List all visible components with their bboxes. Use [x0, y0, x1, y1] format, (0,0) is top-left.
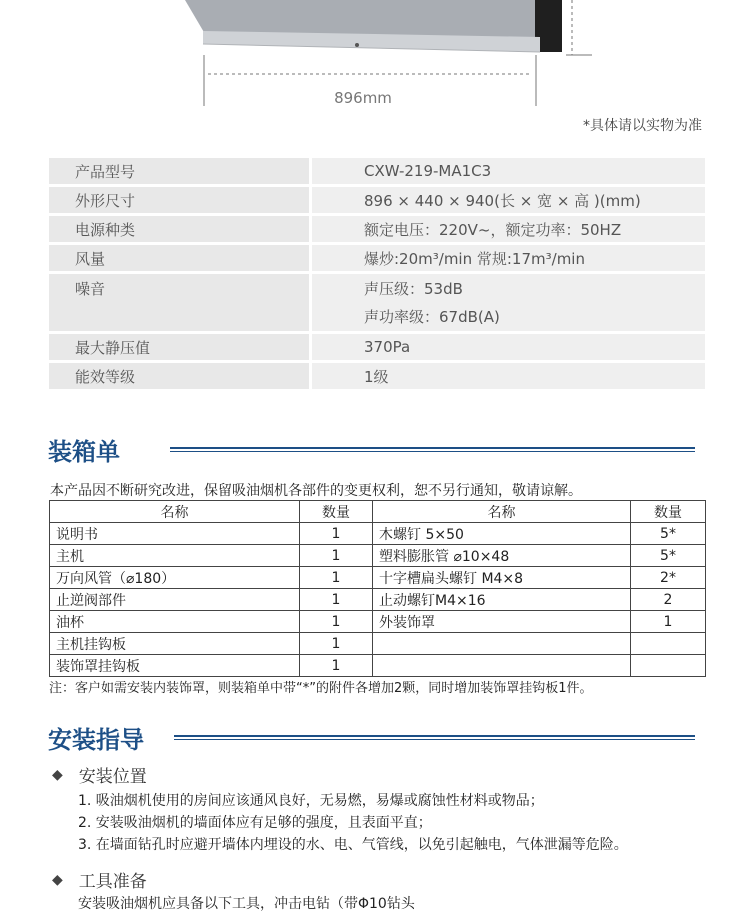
image-disclaimer: *具体请以实物为准	[583, 118, 702, 134]
spec-row-dimensions	[49, 187, 705, 213]
col-header-name: 名称	[373, 501, 631, 523]
spec-value: 额定电压：220V~，额定功率：50HZ	[364, 220, 622, 239]
install-position-list	[78, 790, 628, 856]
install-tools-text: 安装吸油烟机应具备以下工具，冲击电钻（带Φ10钻头	[78, 896, 415, 912]
diamond-bullet-icon: ◆	[52, 766, 63, 783]
packing-section-title: 装箱单	[48, 438, 120, 466]
spec-label: 噪音	[49, 274, 309, 331]
spec-label: 电源种类	[49, 216, 309, 242]
list-item: 1. 吸油烟机使用的房间应该通风良好，无易燃，易爆或腐蚀性材料或物品；	[78, 793, 544, 809]
item-name: 止逆阀部件	[50, 589, 300, 611]
item-name	[373, 655, 631, 677]
item-name: 十字槽扁头螺钉 M4×8	[373, 567, 631, 589]
table-row	[50, 589, 706, 611]
spec-value: 声功率级：67dB(A)	[364, 308, 500, 327]
item-name: 主机挂钩板	[50, 633, 300, 655]
table-row	[50, 545, 706, 567]
spec-value: 1级	[364, 367, 389, 386]
hood-indicator-dot	[355, 43, 359, 47]
table-row	[50, 655, 706, 677]
table-row	[50, 633, 706, 655]
item-name: 外装饰罩	[373, 611, 631, 633]
spec-label: 最大静压值	[49, 334, 309, 360]
list-item: 2. 安装吸油烟机的墙面体应有足够的强度，且表面平直；	[78, 815, 432, 831]
width-dimension-label: 896mm	[334, 89, 392, 107]
col-header-qty: 数量	[300, 501, 373, 523]
table-row	[50, 611, 706, 633]
item-qty: 1	[300, 567, 373, 589]
spec-row-noise	[49, 274, 705, 331]
install-position-label: 安装位置	[78, 767, 147, 787]
item-qty: 1	[300, 523, 373, 545]
item-name: 万向风管（⌀180）	[50, 567, 300, 589]
spec-row-airflow	[49, 245, 705, 271]
item-qty: 1	[300, 633, 373, 655]
spec-row-efficiency	[49, 363, 705, 389]
table-row	[50, 523, 706, 545]
spec-table	[49, 158, 705, 392]
item-name: 油杯	[50, 611, 300, 633]
table-row	[50, 567, 706, 589]
item-qty: 5*	[631, 545, 706, 567]
install-tools-label: 工具准备	[78, 872, 147, 892]
spec-label: 外形尺寸	[49, 187, 309, 213]
item-name: 说明书	[50, 523, 300, 545]
spec-row-model	[49, 158, 705, 184]
item-qty: 5*	[631, 523, 706, 545]
packing-footnote: 注：客户如需安装内装饰罩，则装箱单中带“*”的附件各增加2颗，同时增加装饰罩挂钩板1件。	[49, 681, 593, 696]
item-qty	[631, 655, 706, 677]
item-qty: 1	[300, 655, 373, 677]
item-qty: 2*	[631, 567, 706, 589]
item-qty: 1	[300, 589, 373, 611]
packing-header-row	[50, 501, 706, 523]
col-header-name: 名称	[50, 501, 300, 523]
item-qty: 1	[300, 611, 373, 633]
packing-table	[49, 500, 706, 677]
spec-value: 370Pa	[364, 338, 411, 356]
item-qty: 2	[631, 589, 706, 611]
item-name	[373, 633, 631, 655]
spec-value: 声压级：53dB	[364, 279, 463, 298]
item-name: 主机	[50, 545, 300, 567]
spec-label: 能效等级	[49, 363, 309, 389]
install-tools-heading	[52, 867, 147, 892]
item-name: 止动螺钉M4×16	[373, 589, 631, 611]
item-qty: 1	[300, 545, 373, 567]
spec-label: 产品型号	[49, 158, 309, 184]
spec-value: 爆炒:20m³/min 常规:17m³/min	[364, 249, 585, 268]
item-qty	[631, 633, 706, 655]
spec-row-static-pressure	[49, 334, 705, 360]
diamond-bullet-icon: ◆	[52, 871, 63, 888]
install-section-title: 安装指导	[48, 726, 144, 754]
item-name: 木螺钉 5×50	[373, 523, 631, 545]
col-header-qty: 数量	[631, 501, 706, 523]
install-position-heading	[52, 762, 147, 787]
list-item: 3. 在墙面钻孔时应避开墙体内埋设的水、电、气管线，以免引起触电，气体泄漏等危险。	[78, 837, 628, 853]
item-name: 装饰罩挂钩板	[50, 655, 300, 677]
item-qty: 1	[631, 611, 706, 633]
spec-value: CXW-219-MA1C3	[364, 162, 492, 180]
spec-label: 风量	[49, 245, 309, 271]
spec-row-power	[49, 216, 705, 242]
spec-value: 896 × 440 × 940(长 × 宽 × 高 )(mm)	[364, 191, 641, 210]
packing-disclaimer: 本产品因不断研究改进，保留吸油烟机各部件的变更权利，恕不另行通知，敬请谅解。	[50, 483, 582, 499]
item-name: 塑料膨胀管 ⌀10×48	[373, 545, 631, 567]
